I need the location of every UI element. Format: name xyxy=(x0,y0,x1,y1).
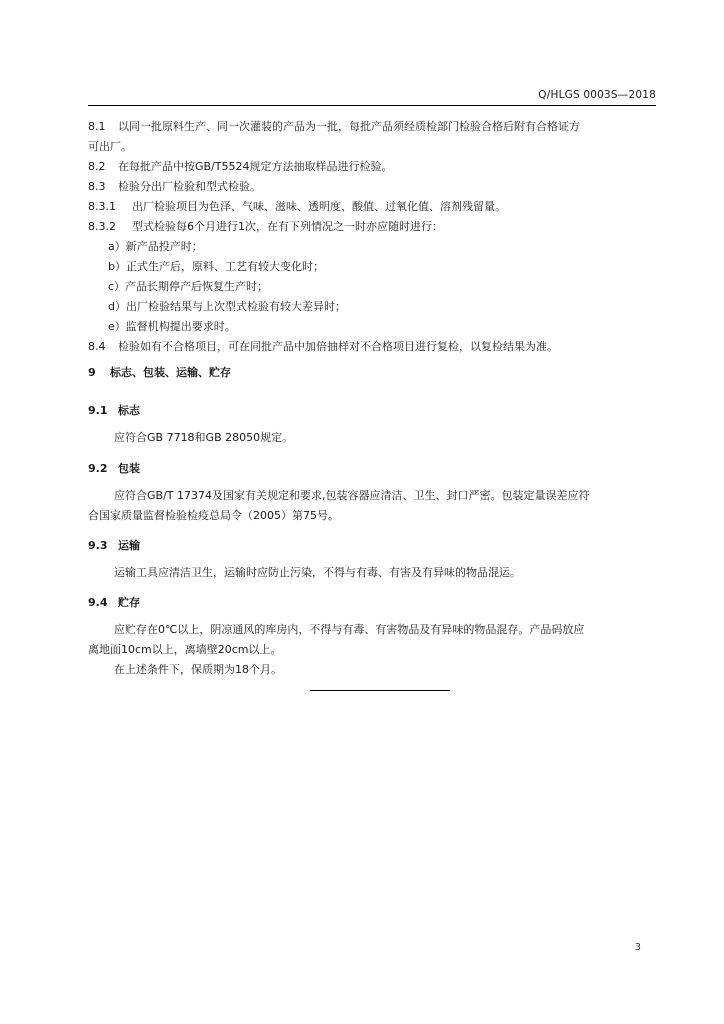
clause-number: 9.3 xyxy=(88,539,108,552)
end-of-document-rule xyxy=(310,690,450,691)
clause-number: 8.3 xyxy=(88,180,106,193)
clause-text: 检验分出厂检验和型式检验。 xyxy=(118,180,261,193)
paragraph-line: 在上述条件下，保质期为18个月。 xyxy=(114,663,282,676)
clause-8-4 xyxy=(88,337,558,357)
condition-c: c）产品长期停产后恢复生产时； xyxy=(108,280,269,293)
clause-title: 运输 xyxy=(118,539,140,552)
clause-title: 标志 xyxy=(118,404,140,417)
condition-d: d）出厂检验结果与上次型式检验有较大差异时； xyxy=(108,300,346,313)
clause-8-2 xyxy=(88,157,393,177)
clause-number: 9.2 xyxy=(88,462,108,475)
clause-text: 以同一批原料生产、同一次灌装的产品为一批，每批产品须经质检部门检验合格后附有合格证方 xyxy=(118,120,580,133)
clause-number: 8.1 xyxy=(88,120,106,133)
paragraph-line: 合国家质量监督检验检疫总局令（2005）第75号。 xyxy=(88,509,339,522)
clause-9-1-heading xyxy=(88,401,140,421)
section-title: 标志、包装、运输、贮存 xyxy=(110,366,231,379)
clause-9-2-heading xyxy=(88,459,140,479)
paragraph-line: 应贮存在0℃以上，阴凉通风的库房内，不得与有毒、有害物品及有异味的物品混存。产品码放应 xyxy=(114,623,585,636)
clause-number: 8.4 xyxy=(88,340,106,353)
clause-8-3-1 xyxy=(88,197,506,217)
paragraph-line: 应符合GB 7718和GB 28050规定。 xyxy=(114,431,294,444)
condition-e: e）监督机构提出要求时。 xyxy=(108,320,236,333)
condition-a: a）新产品投产时； xyxy=(108,240,203,253)
page-number: 3 xyxy=(634,942,641,953)
section-number: 9 xyxy=(88,366,96,379)
clause-8-3 xyxy=(88,177,261,197)
paragraph-line: 应符合GB/T 17374及国家有关规定和要求,包装容器应清洁、卫生、封口严密。包装定量误差应符 xyxy=(114,489,590,502)
paragraph-line: 离地面10cm以上，离墙壁20cm以上。 xyxy=(88,643,282,656)
header-rule xyxy=(88,105,656,106)
standard-code: Q/HLGS 0003S—2018 xyxy=(538,89,656,101)
clause-text: 型式检验每6个月进行1次，在有下列情况之一时亦应随时进行： xyxy=(132,220,443,233)
clause-text: 出厂检验项目为色泽、气味、滋味、透明度、酸值、过氧化值、溶剂残留量。 xyxy=(132,200,506,213)
clause-number: 8.3.2 xyxy=(88,220,116,233)
clause-8-1 xyxy=(88,117,580,137)
clause-title: 包装 xyxy=(118,462,140,475)
clause-number: 8.2 xyxy=(88,160,106,173)
clause-8-1-continuation: 可出厂。 xyxy=(88,140,132,153)
clause-9-4-heading xyxy=(88,593,140,613)
clause-title: 贮存 xyxy=(118,596,140,609)
clause-number: 8.3.1 xyxy=(88,200,116,213)
section-9-heading xyxy=(88,363,231,383)
clause-text: 在每批产品中按GB/T5524规定方法抽取样品进行检验。 xyxy=(118,160,393,173)
clause-text: 检验如有不合格项目，可在同批产品中加倍抽样对不合格项目进行复检，以复检结果为准。 xyxy=(118,340,558,353)
clause-8-3-2 xyxy=(88,217,443,237)
condition-b: b）正式生产后，原料、工艺有较大变化时； xyxy=(108,260,324,273)
clause-number: 9.1 xyxy=(88,404,108,417)
paragraph-line: 运输工具应清洁卫生，运输时应防止污染，不得与有毒、有害及有异味的物品混运。 xyxy=(114,566,521,579)
clause-number: 9.4 xyxy=(88,596,108,609)
clause-9-3-heading xyxy=(88,536,140,556)
